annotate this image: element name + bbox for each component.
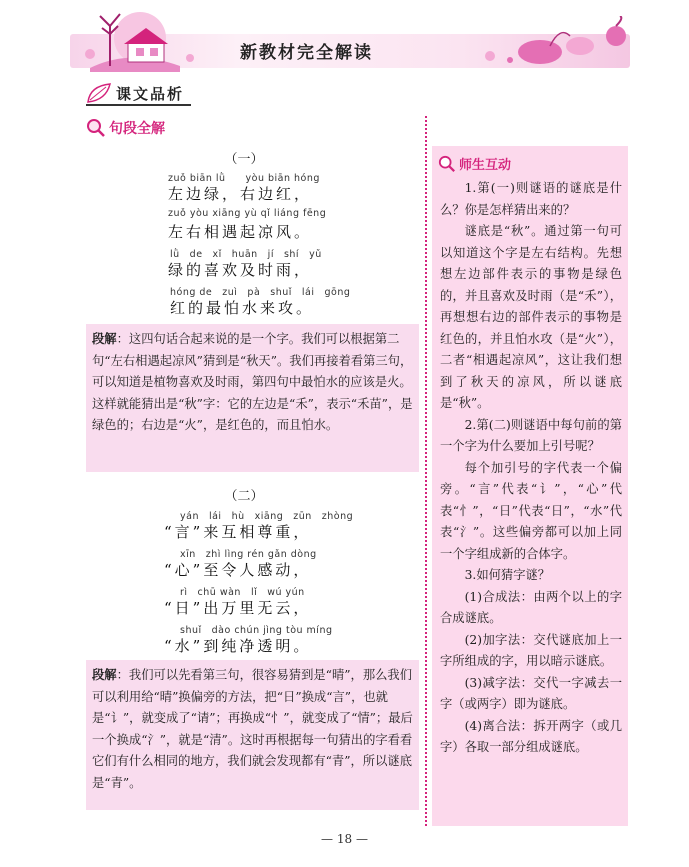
answer-2: 每个加引号的字代表一个偏旁。“言”代表“讠”，“心”代表“忄”，“日”代表“日”，“水”代表“氵”。这些偏旁都可以加上同一个字组成新的合体字。 <box>440 460 622 561</box>
house-illustration-icon <box>70 8 220 72</box>
question-2: 2.第(二)则谜语中每句前的第一个字为什么要加上引号呢？ <box>440 417 622 453</box>
flower-decoration-icon <box>430 16 630 72</box>
explanation-text: ：我们可以先看第三句，很容易猜到是“晴”，那么我们可以利用给“晴”换偏旁的方法，把“日”换成“言”，也就是“讠”，就变成了“请”；再换成“忄”，就变成了“情”；最后一个换成“氵”，就是“清”。这时再根据每一句猜出的字看看它们有什么相同的地方，我们就会发现都有“青”，所以谜底是“青”。 <box>92 668 413 790</box>
method-1: (1)合成法：由两个以上的字合成谜底。 <box>440 589 622 625</box>
poem2-explanation <box>86 660 419 810</box>
method-2: (2)加字法：交代谜底加上一字所组成的字，用以暗示谜底。 <box>440 632 622 668</box>
panel-title: 师生互动 <box>459 158 512 173</box>
section-rule <box>86 104 191 106</box>
method-3: (3)减字法：交代一字减去一字（或两字）即为谜底。 <box>440 675 622 711</box>
column-divider <box>425 116 427 826</box>
poem2-pinyin-2: xīn zhì lìng rén gǎn dòng <box>180 549 317 560</box>
poem1-line-1: 左边绿，右边红， <box>168 185 313 203</box>
subsection-title: 句段全解 <box>109 121 165 137</box>
poem2-pinyin-1: yán lái hù xiāng zūn zhòng <box>180 511 354 522</box>
section-heading <box>86 80 184 106</box>
explanation-text: ：这四句话合起来说的是一个字。我们可以根据第二句“左右相遇起凉风”猜到是“秋天”。我们再接着看第三句，可以知道是植物喜欢及时雨，第四句中最怕水的应该是火。这样就能猜出是“秋”字：它的左边是“禾”，表示“禾苗”，是绿色的；右边是“火”，是红色的，而且怕水。 <box>92 332 413 432</box>
poem2-line-3: “日”出万里无云， <box>164 599 312 617</box>
poem1-pinyin-4: hóng de zuì pà shuǐ lái gōng <box>170 287 351 298</box>
poem2-pinyin-3: rì chū wàn lǐ wú yún <box>180 587 305 598</box>
page-number: — 18 — <box>321 832 368 846</box>
subsection-heading <box>86 118 165 138</box>
header-title: 新教材完全解读 <box>240 43 373 63</box>
poem2-number: （二） <box>224 489 264 504</box>
question-1: 1.第(一)则谜语的谜底是什么？你是怎样猜出来的？ <box>440 181 622 217</box>
poem1-number: （一） <box>224 152 264 167</box>
poem2-line-1: “言”来互相尊重， <box>164 523 312 541</box>
question-3: 3.如何猜字谜？ <box>464 568 551 582</box>
answer-1: 谜底是“秋”。通过第一句可以知道这个字是左右结构。先想想左边部件表示的事物是绿色的，并且喜欢及时雨（是“禾”），再想想右边的部件表示的事物是红色的，并且怕水攻（是“火”），二者“相遇起凉风”，这让我们想到了秋天的凉风，所以谜底是“秋”。 <box>440 224 622 410</box>
explanation-label: 段解 <box>92 667 117 682</box>
poem2-line-4: “水”到纯净透明。 <box>164 637 312 655</box>
poem1-pinyin-3: lǜ de xǐ huān jí shí yǔ <box>170 249 322 260</box>
magnifier-icon <box>86 118 106 138</box>
poem1-pinyin-1: zuǒ biān lǜ yòu biān hóng <box>168 173 320 184</box>
panel-body <box>440 178 622 759</box>
poem2-line-2: “心”至令人感动， <box>164 561 312 579</box>
page-header <box>70 8 630 72</box>
explanation-label: 段解 <box>92 331 117 346</box>
section-title: 课文品析 <box>116 84 185 103</box>
poem1-explanation <box>86 324 419 472</box>
poem1-pinyin-2: zuǒ yòu xiāng yù qǐ liáng fēng <box>168 208 327 219</box>
method-4: (4)离合法：拆开两字（或几字）各取一部分组成谜底。 <box>440 718 622 754</box>
poem1-line-2: 左右相遇起凉风。 <box>168 223 313 241</box>
magnifier-icon <box>438 155 456 173</box>
panel-heading <box>438 154 511 173</box>
poem1-line-4: 红的最怕水来攻。 <box>170 299 315 317</box>
leaf-icon <box>86 82 112 104</box>
poem2-pinyin-4: shuǐ dào chún jìng tòu míng <box>180 625 333 636</box>
poem1-line-3: 绿的喜欢及时雨， <box>168 261 313 279</box>
